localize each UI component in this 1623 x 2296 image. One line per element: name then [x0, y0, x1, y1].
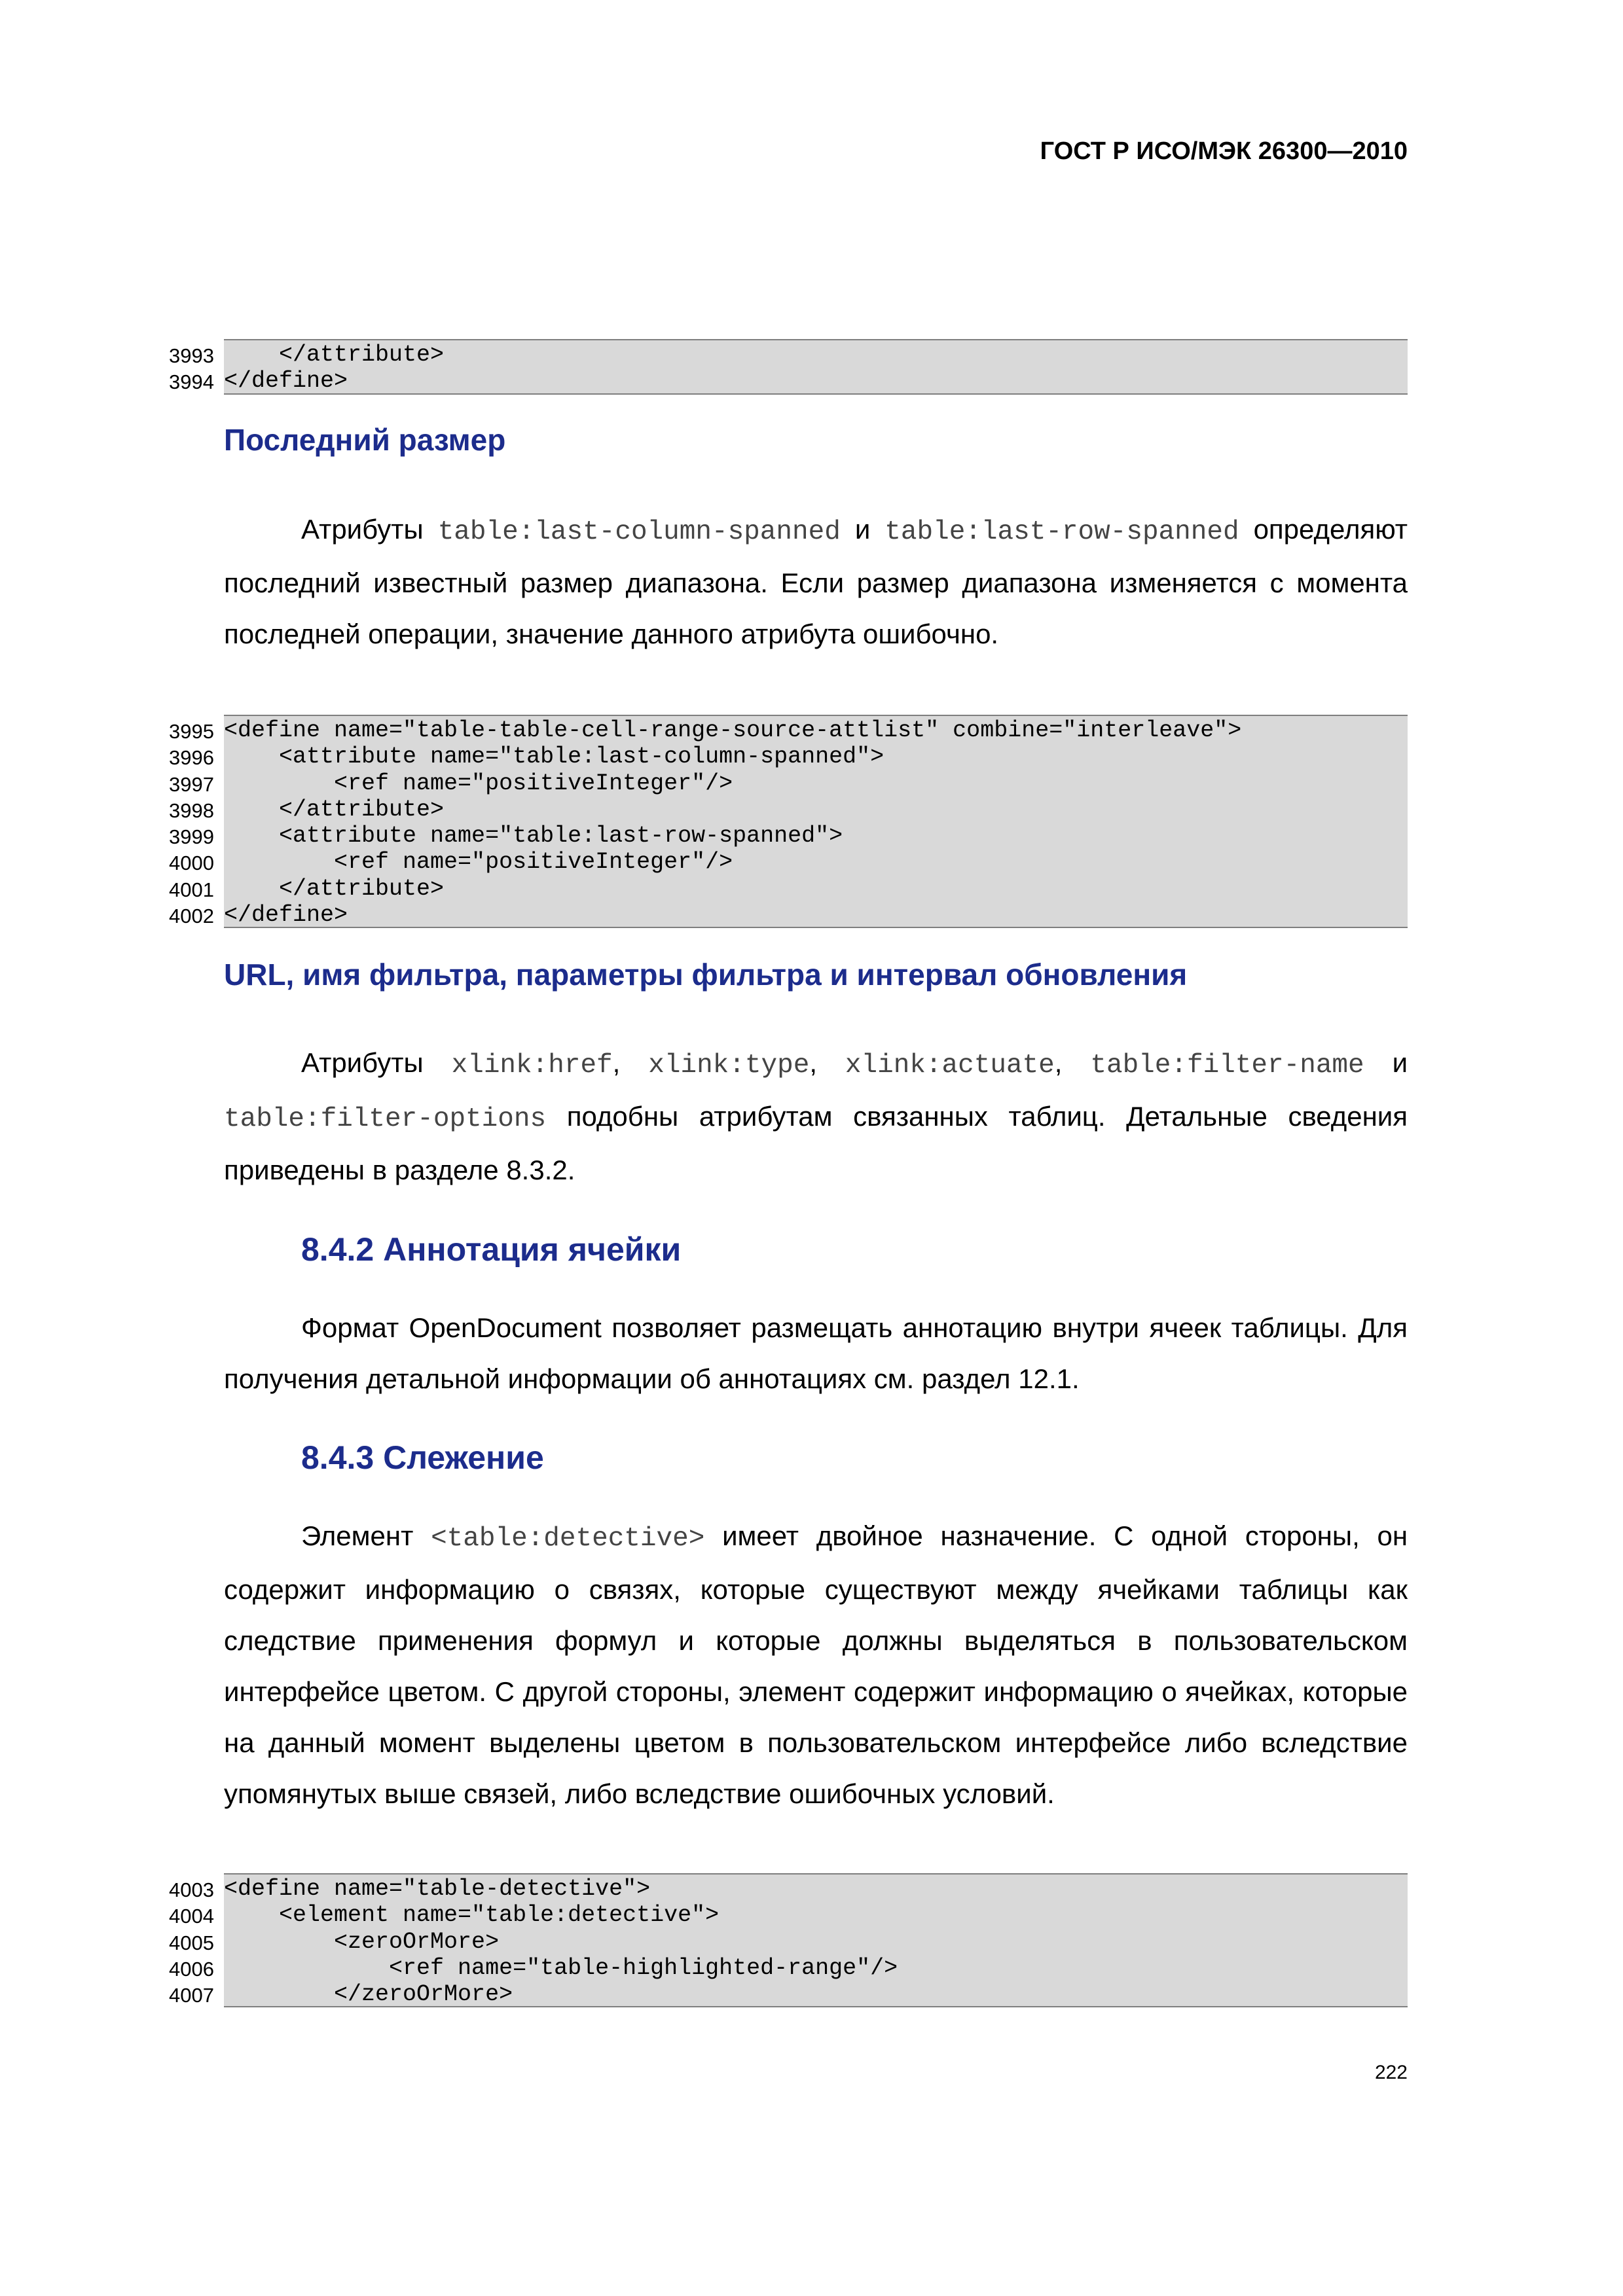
code-line: [169, 742, 1408, 770]
paragraph-text: Атрибуты: [301, 1047, 424, 1078]
code-text: </zeroOrMore>: [224, 1981, 513, 2008]
line-number: 3996: [169, 746, 214, 770]
paragraph-text: Элемент: [301, 1520, 414, 1551]
code-text: <define name="table-detective">: [224, 1876, 651, 1902]
section-heading: 8.4.2 Аннотация ячейки: [301, 1231, 682, 1268]
line-number: 3994: [169, 370, 214, 394]
line-number: 3998: [169, 798, 214, 822]
paragraph: Атрибуты xlink:href, xlink:type, xlink:actuate, table:filter-name и table:filter-options подобны атрибутам связанных таблиц. Детальные сведения приведены в разделе 8.3.2.: [224, 1047, 1408, 1185]
code-text: <ref name="positiveInteger"/>: [224, 849, 733, 876]
code-text: </define>: [224, 368, 348, 395]
code-term: table:filter-name: [1090, 1050, 1364, 1081]
code-listing: [169, 715, 1408, 929]
code-text: </attribute>: [224, 342, 445, 368]
line-number: 4003: [169, 1878, 214, 1901]
code-line: [169, 821, 1408, 850]
code-line: [169, 1980, 1408, 2008]
paragraph-text: и: [854, 514, 871, 545]
code-text: <attribute name="table:last-row-spanned">: [224, 823, 843, 850]
code-line: [169, 769, 1408, 797]
line-number: 4004: [169, 1905, 214, 1928]
code-term: xlink:actuate: [845, 1050, 1055, 1081]
line-number: 4007: [169, 1984, 214, 2007]
code-listing: [169, 339, 1408, 395]
document-header: ГОСТ Р ИСО/МЭК 26300—2010: [1040, 137, 1408, 165]
line-number: 4002: [169, 905, 214, 928]
code-text: <element name="table:detective">: [224, 1902, 720, 1929]
page-number: 222: [1374, 2062, 1408, 2083]
code-term: xlink:href: [451, 1050, 613, 1081]
paragraph-text: подобны атрибутам связанных таблиц. Детальные сведения приведены в разделе 8.3.2.: [224, 1101, 1408, 1185]
section-heading: 8.4.3 Слежение: [301, 1439, 544, 1476]
paragraph: [224, 504, 1408, 660]
paragraph: [224, 1511, 1408, 1820]
code-text: </attribute>: [224, 875, 445, 902]
line-number: 3999: [169, 825, 214, 849]
line-number: 4000: [169, 852, 214, 875]
code-listing: [169, 1873, 1408, 2008]
code-text: <define name="table-table-cell-range-source-attlist" combine="interleave">: [224, 717, 1242, 744]
code-term: table:filter-options: [224, 1104, 547, 1134]
line-number: 4001: [169, 878, 214, 901]
section-heading: URL, имя фильтра, параметры фильтра и интервал обновления: [224, 958, 1188, 992]
code-term: table:last-column-spanned: [437, 517, 841, 547]
code-term: table:last-row-spanned: [884, 517, 1239, 547]
code-term: xlink:type: [648, 1050, 810, 1081]
code-text: </define>: [224, 902, 348, 929]
paragraph: [224, 1302, 1408, 1405]
code-text: <attribute name="table:last-column-spanned">: [224, 744, 884, 770]
paragraph-text: Формат OpenDocument позволяет размещать аннотацию внутри ячеек таблицы. Для получения детальной информации об аннотациях см. раздел 12.1.: [224, 1312, 1408, 1394]
line-number: 3997: [169, 772, 214, 796]
section-heading: Последний размер: [224, 423, 506, 457]
paragraph-text: имеет двойное назначение. С одной стороны, он содержит информацию о связях, которые существуют между ячейками таблицы как следствие применения формул и которые должны выделяться в пользовательском интерфейсе цветом. С другой стороны, элемент содержит информацию о ячейках, которые на данный момент выделены цветом в пользовательском интерфейсе либо вследствие упомянутых выше связей, либо вследствие ошибочных условий.: [224, 1520, 1408, 1809]
code-line: [169, 716, 1408, 744]
line-number: 3993: [169, 344, 214, 367]
code-text: <zeroOrMore>: [224, 1928, 500, 1955]
line-number: 3995: [169, 720, 214, 743]
code-line: [169, 367, 1408, 395]
code-text: </attribute>: [224, 796, 445, 823]
code-line: [169, 340, 1408, 368]
code-text: <ref name="table-highlighted-range"/>: [224, 1954, 898, 1981]
code-text: <ref name="positiveInteger"/>: [224, 770, 733, 797]
code-line: [169, 795, 1408, 823]
line-number: 4005: [169, 1931, 214, 1954]
code-line: [169, 901, 1408, 929]
code-line: [169, 1901, 1408, 1929]
code-term: <table:detective>: [431, 1524, 705, 1554]
code-line: [169, 1874, 1408, 1902]
code-line: [169, 874, 1408, 902]
paragraph-text: и: [1392, 1047, 1408, 1078]
paragraph-text: Атрибуты: [301, 514, 424, 545]
code-line: [169, 1928, 1408, 1955]
code-line: [169, 1954, 1408, 1981]
code-line: [169, 848, 1408, 876]
paragraph-text: определяют последний известный размер диапазона. Если размер диапазона изменяется с момента последней операции, значение данного атрибута ошибочно.: [224, 514, 1408, 649]
line-number: 4006: [169, 1957, 214, 1981]
